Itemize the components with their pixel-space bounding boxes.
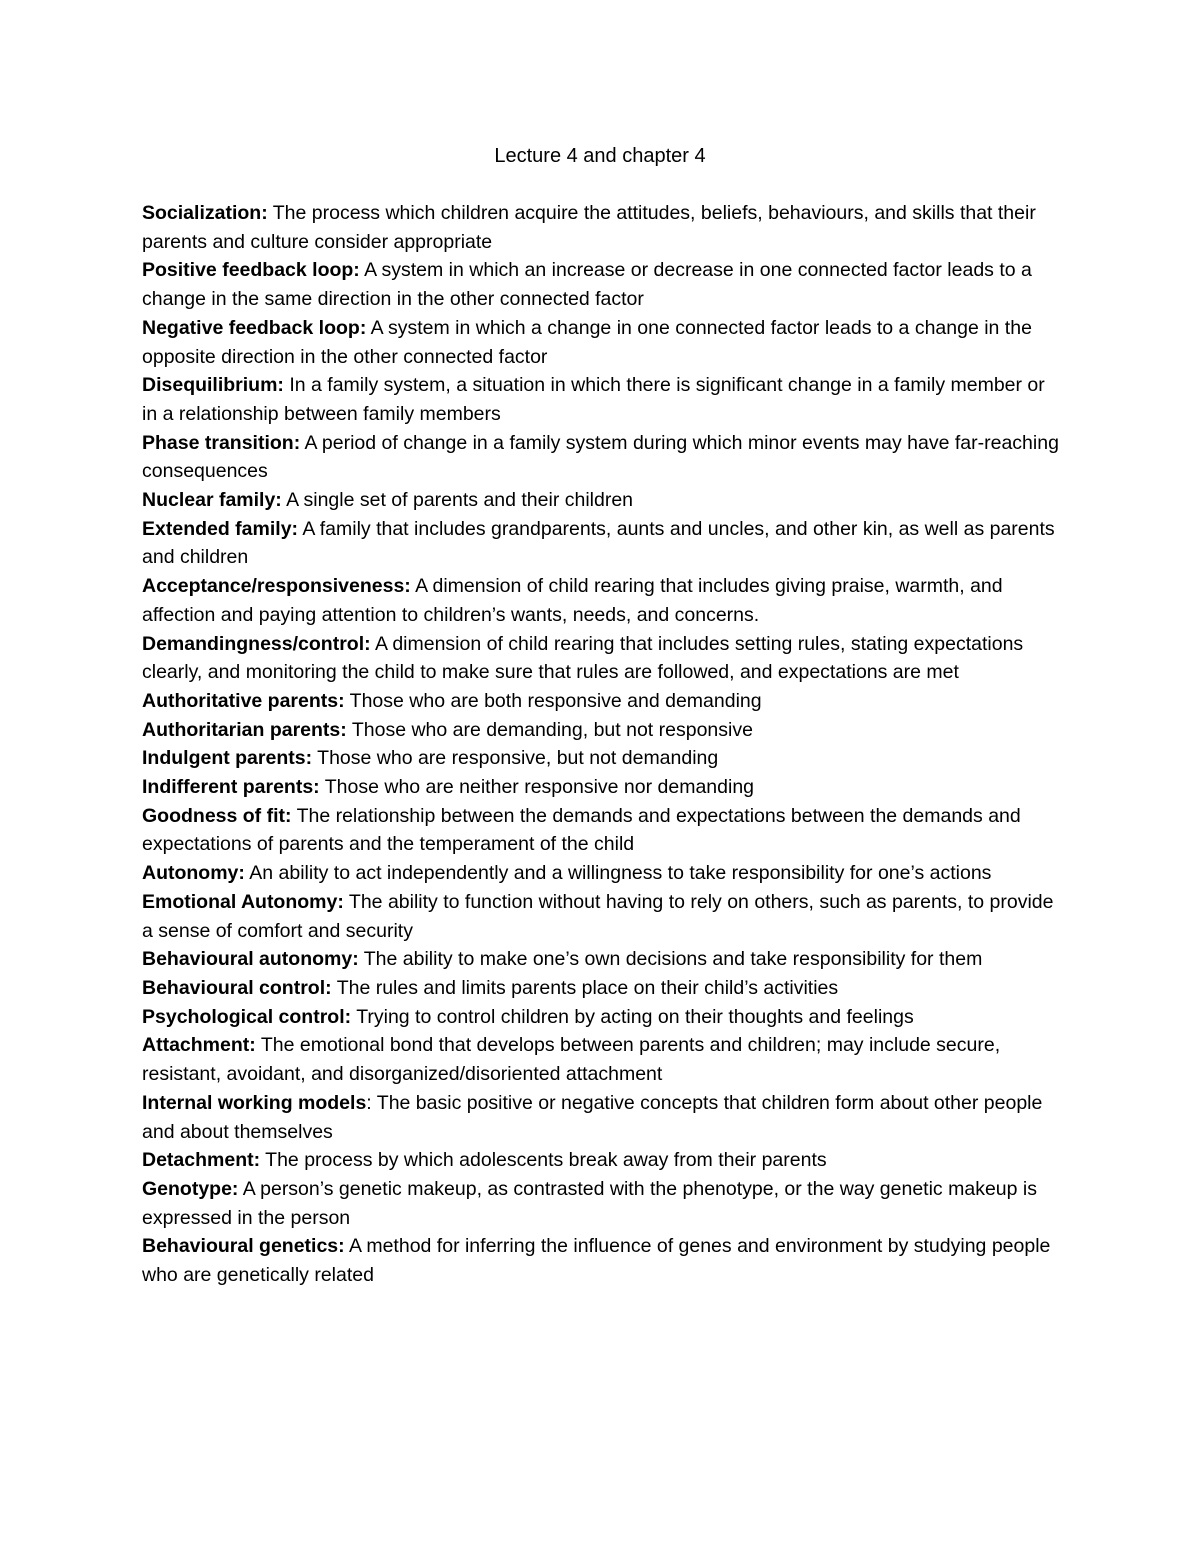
term-label: Indulgent parents:: [142, 747, 313, 770]
term-label: Indifferent parents:: [142, 776, 320, 799]
term-definition: The process which children acquire the attitudes, beliefs, behaviours, and skills that their parents and culture consider appropriate: [142, 202, 1036, 253]
glossary-entry: [142, 572, 1062, 629]
glossary-entry: [142, 974, 1062, 1003]
term-label: Attachment:: [142, 1034, 256, 1057]
term-label: Nuclear family:: [142, 489, 282, 512]
glossary-entry: [142, 1089, 1062, 1146]
term-label: Positive feedback loop:: [142, 259, 360, 282]
term-definition: A system in which an increase or decrease in one connected factor leads to a change in the same direction in the other connected factor: [142, 259, 1032, 311]
term-label: Psychological control:: [142, 1005, 352, 1028]
glossary-entry: [142, 630, 1062, 687]
term-definition: The emotional bond that develops between parents and children; may include secure, resistant, avoidant, and disorganized/disoriented attachment: [142, 1034, 1001, 1086]
term-definition: A dimension of child rearing that includes giving praise, warmth, and affection and paying attention to children’s wants, needs, and concerns.: [142, 575, 1003, 626]
term-label: Phase transition:: [142, 431, 301, 454]
term-label: Authoritative parents:: [142, 689, 345, 712]
glossary-entry: [142, 314, 1062, 371]
glossary-entry: [142, 429, 1062, 486]
term-label: Goodness of fit:: [142, 804, 292, 827]
glossary-entry: [142, 945, 1062, 974]
glossary-entry: [142, 1175, 1062, 1232]
document-title: Lecture 4 and chapter 4: [494, 145, 706, 167]
term-label: Disequilibrium:: [142, 374, 284, 397]
glossary-entry: [142, 486, 1062, 515]
term-label: Negative feedback loop:: [142, 316, 367, 339]
term-label: Detachment:: [142, 1149, 261, 1172]
term-definition: A family that includes grandparents, aunts and uncles, and other kin, as well as parents and children: [142, 517, 1055, 569]
glossary-entry: [142, 687, 1062, 716]
term-label: Genotype:: [142, 1177, 239, 1200]
term-definition: The ability to function without having to rely on others, such as parents, to provide a sense of comfort and security: [142, 890, 1054, 942]
glossary-entry: [142, 859, 1062, 888]
term-definition: A period of change in a family system during which minor events may have far-reaching consequences: [142, 431, 1059, 483]
term-definition: : The basic positive or negative concepts that children form about other people and about themselves: [142, 1091, 1043, 1143]
term-label: Behavioural control:: [142, 976, 332, 999]
term-label: Behavioural autonomy:: [142, 948, 359, 971]
term-label: Socialization:: [142, 202, 268, 224]
glossary-entry: [142, 371, 1062, 428]
term-definition: Those who are responsive, but not demanding: [312, 747, 719, 770]
term-definition: Those who are both responsive and demanding: [344, 689, 762, 712]
term-definition: A dimension of child rearing that includes setting rules, stating expectations clearly, and monitoring the child to make sure that rules are followed, and expectations are met: [142, 632, 1024, 684]
term-label: Autonomy:: [142, 862, 245, 885]
glossary-entry: [142, 773, 1062, 802]
term-definition: The process by which adolescents break away from their parents: [260, 1149, 827, 1172]
glossary-entry: [142, 744, 1062, 773]
term-definition: The rules and limits parents place on their child’s activities: [331, 976, 839, 999]
term-definition: The relationship between the demands and expectations between the demands and expectations of parents and the temperament of the child: [142, 804, 1021, 856]
term-definition: In a family system, a situation in which there is significant change in a family member or in a relationship between family members: [142, 374, 1045, 425]
term-label: Acceptance/responsiveness:: [142, 575, 411, 598]
glossary-entry: [142, 1146, 1062, 1175]
glossary-entry: [142, 199, 1062, 256]
term-label: Internal working models: [142, 1091, 367, 1114]
glossary-entry: [142, 1232, 1062, 1289]
glossary-entry: [142, 716, 1062, 745]
glossary-entry: [142, 1031, 1062, 1088]
term-definition: A method for inferring the influence of genes and environment by studying people who are genetically related: [142, 1235, 1051, 1287]
glossary-entry: [142, 256, 1062, 313]
term-definition: A single set of parents and their children: [281, 489, 634, 512]
glossary-entry: [142, 1003, 1062, 1032]
glossary-entry: [142, 888, 1062, 945]
term-definition: Trying to control children by acting on their thoughts and feelings: [351, 1005, 914, 1028]
term-definition: A person’s genetic makeup, as contrasted with the phenotype, or the way genetic makeup is expressed in the person: [142, 1177, 1037, 1229]
term-definition: An ability to act independently and a willingness to take responsibility for one’s actions: [244, 862, 992, 885]
term-definition: Those who are demanding, but not responsive: [346, 718, 753, 741]
glossary-entry: [142, 802, 1062, 859]
term-definition: Those who are neither responsive nor demanding: [319, 776, 755, 799]
term-label: Extended family:: [142, 517, 299, 540]
term-label: Demandingness/control:: [142, 632, 371, 655]
term-label: Authoritarian parents:: [142, 718, 347, 741]
glossary-list: [142, 199, 1062, 1290]
term-label: Behavioural genetics:: [142, 1235, 345, 1258]
glossary-entry: [142, 515, 1062, 572]
term-label: Emotional Autonomy:: [142, 890, 344, 913]
term-definition: The ability to make one’s own decisions and take responsibility for them: [358, 948, 983, 971]
term-definition: A system in which a change in one connected factor leads to a change in the opposite direction in the other connected factor: [142, 316, 1032, 368]
